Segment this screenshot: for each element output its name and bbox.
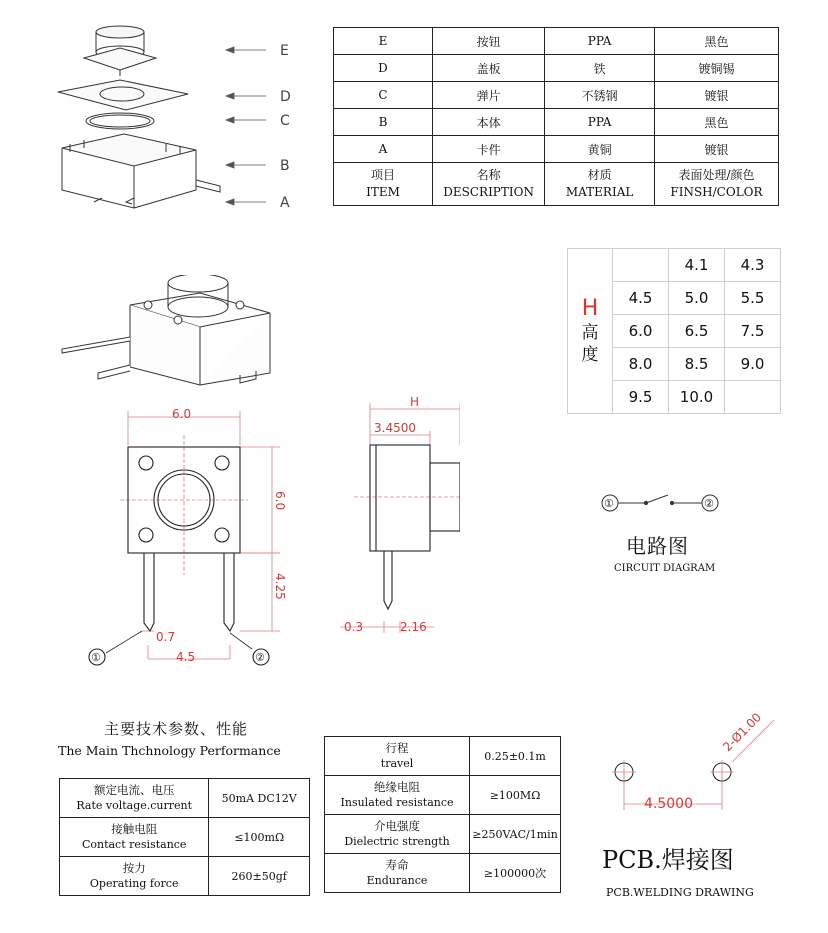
- bom-name: 盖板: [432, 55, 544, 82]
- bom-item: D: [334, 55, 433, 82]
- bom-header-material: [545, 163, 655, 206]
- spec-param-cn: 额定电流、电压: [93, 783, 175, 797]
- height-row: [568, 249, 781, 282]
- switch-contact: [646, 495, 668, 503]
- dim-pin-pitch: 4.5: [176, 650, 196, 664]
- bom-item: B: [334, 109, 433, 136]
- bom-header-name-cn: 名称: [476, 168, 501, 182]
- spec-param-cn: 介电强度: [374, 819, 421, 833]
- spec-value: ≥100MΩ: [470, 776, 561, 815]
- dim-top-width: 6.0: [172, 407, 192, 421]
- spec-param: [60, 857, 209, 896]
- spec-row: [325, 776, 561, 815]
- bom-header-material-cn: 材质: [587, 168, 612, 182]
- spec-param: [325, 776, 470, 815]
- bom-material: 铁: [545, 55, 655, 82]
- height-cell: 4.1: [669, 249, 725, 282]
- bom-finish: 黑色: [654, 28, 778, 55]
- height-cell: 9.0: [725, 348, 781, 381]
- top-view-drawing: [80, 405, 300, 675]
- height-cell: 6.0: [613, 315, 669, 348]
- part-b-body: [62, 134, 220, 208]
- pin-1: [144, 553, 154, 631]
- circuit-title-cn: 电路图: [626, 534, 689, 558]
- spec-row: [60, 857, 310, 896]
- dim-side-pin-thk: 0.3: [344, 620, 364, 634]
- pcb-welding-drawing: [598, 700, 798, 820]
- spec-row: [325, 854, 561, 893]
- spec-param-en: Rate voltage.current: [76, 799, 193, 812]
- dim-side-body: 3.4500: [374, 421, 416, 435]
- bom-header-item-cn: 项目: [370, 168, 395, 182]
- bom-header-finish-cn: 表面处理/颜色: [678, 168, 755, 182]
- bom-finish: 镀银: [654, 82, 778, 109]
- bom-material: PPA: [545, 28, 655, 55]
- bom-material: PPA: [545, 109, 655, 136]
- bom-row: [334, 109, 779, 136]
- pcb-pitch: 4.5000: [644, 796, 693, 812]
- bom-header-row: [334, 163, 779, 206]
- label-d: D: [280, 89, 291, 105]
- spec-row: [325, 737, 561, 776]
- bom-row: [334, 82, 779, 109]
- spec-param-en: travel: [380, 757, 414, 770]
- height-cell: 7.5: [725, 315, 781, 348]
- spec-param-en: Dielectric strength: [344, 835, 450, 848]
- pcb-title-cn: PCB.焊接图: [602, 846, 734, 874]
- height-cell: 9.5: [613, 381, 669, 414]
- label-b: B: [280, 158, 290, 174]
- bom-header-item-en: ITEM: [366, 185, 400, 199]
- height-cell: [613, 249, 669, 282]
- spec-row: [60, 818, 310, 857]
- height-h-label: H: [581, 296, 599, 321]
- bom-item: C: [334, 82, 433, 109]
- bom-name: 按钮: [432, 28, 544, 55]
- specs-table-left: [59, 778, 310, 896]
- bom-material: 黄铜: [545, 136, 655, 163]
- spec-param-en: Endurance: [366, 874, 428, 887]
- bom-row: [334, 28, 779, 55]
- height-cell: 10.0: [669, 381, 725, 414]
- bom-name: 本体: [432, 109, 544, 136]
- bom-material: 不锈钢: [545, 82, 655, 109]
- height-cell: 8.0: [613, 348, 669, 381]
- height-cell: 8.5: [669, 348, 725, 381]
- bom-header-name-en: DESCRIPTION: [443, 185, 534, 199]
- pin-2: [224, 553, 234, 631]
- spec-param-cn: 按力: [122, 861, 146, 875]
- spec-param-en: Contact resistance: [81, 838, 187, 851]
- bom-header-item: [334, 163, 433, 206]
- spec-param-cn: 行程: [385, 741, 409, 755]
- spec-value: ≤100mΩ: [209, 818, 310, 857]
- height-cell: 5.5: [725, 282, 781, 315]
- spec-param-cn: 绝缘电阻: [374, 780, 421, 794]
- height-label-cell: [568, 249, 613, 414]
- bom-finish: 镀铜锡: [654, 55, 778, 82]
- bom-finish: 镀银: [654, 136, 778, 163]
- bom-header-finish: [654, 163, 778, 206]
- spec-value: 0.25±0.1m: [470, 737, 561, 776]
- spec-param: [325, 854, 470, 893]
- dim-top-height: 6.0: [273, 491, 287, 511]
- bom-item: E: [334, 28, 433, 55]
- spec-row: [325, 815, 561, 854]
- top-pin1-label: ①: [91, 651, 101, 664]
- top-pin2-label: ②: [255, 651, 265, 664]
- bom-item: A: [334, 136, 433, 163]
- height-cell: 5.0: [669, 282, 725, 315]
- spec-param: [325, 737, 470, 776]
- spec-param-cn: 寿命: [385, 858, 409, 872]
- dim-pin-length: 4.25: [273, 573, 287, 600]
- dim-side-h: H: [410, 395, 420, 409]
- isometric-view: [60, 275, 280, 395]
- part-e-button: [84, 26, 156, 76]
- spec-param: [60, 779, 209, 818]
- dim-pin-width: 0.7: [156, 630, 176, 644]
- bom-name: 卡件: [432, 136, 544, 163]
- spec-value: 50mA DC12V: [209, 779, 310, 818]
- height-cell: 6.5: [669, 315, 725, 348]
- specs-title-en: The Main Thchnology Performance: [58, 743, 281, 758]
- height-cn-1: 高: [581, 323, 599, 343]
- bom-name: 弹片: [432, 82, 544, 109]
- specs-table-right: [324, 736, 561, 893]
- spec-value: ≥100000次: [470, 854, 561, 893]
- spec-param-en: Operating force: [89, 877, 179, 890]
- circuit-pin1: ①: [604, 497, 614, 510]
- bom-table: [333, 27, 779, 206]
- bom-header-name: [432, 163, 544, 206]
- height-cell: 4.3: [725, 249, 781, 282]
- pcb-title-en: PCB.WELDING DRAWING: [606, 886, 754, 899]
- bom-finish: 黑色: [654, 109, 778, 136]
- specs-title-cn: 主要技术参数、性能: [104, 720, 249, 738]
- height-cell: [725, 381, 781, 414]
- height-cn-2: 度: [581, 345, 599, 365]
- height-cell: 4.5: [613, 282, 669, 315]
- spec-value: 260±50gf: [209, 857, 310, 896]
- label-a: A: [280, 195, 290, 211]
- circuit-pin2: ②: [704, 497, 714, 510]
- spec-param-en: Insulated resistance: [340, 796, 454, 809]
- label-c: C: [280, 113, 290, 129]
- side-view-drawing: [340, 395, 460, 645]
- circuit-title-en: CIRCUIT DIAGRAM: [614, 563, 716, 574]
- spec-value: ≥250VAC/1min: [470, 815, 561, 854]
- spec-param: [60, 818, 209, 857]
- bom-row: [334, 55, 779, 82]
- exploded-view: [40, 18, 320, 218]
- part-d-cover: [58, 80, 188, 110]
- circuit-diagram: [600, 490, 730, 516]
- spec-row: [60, 779, 310, 818]
- height-options-table: [567, 248, 781, 414]
- spec-param-cn: 接触电阻: [111, 822, 158, 836]
- bom-header-finish-en: FINSH/COLOR: [670, 185, 763, 199]
- pcb-hole-dia: 2-Ø1.00: [720, 710, 765, 755]
- bom-header-material-en: MATERIAL: [565, 185, 634, 199]
- label-e: E: [280, 43, 289, 59]
- bom-row: [334, 136, 779, 163]
- dim-side-pin-off: 2.16: [400, 620, 427, 634]
- spec-param: [325, 815, 470, 854]
